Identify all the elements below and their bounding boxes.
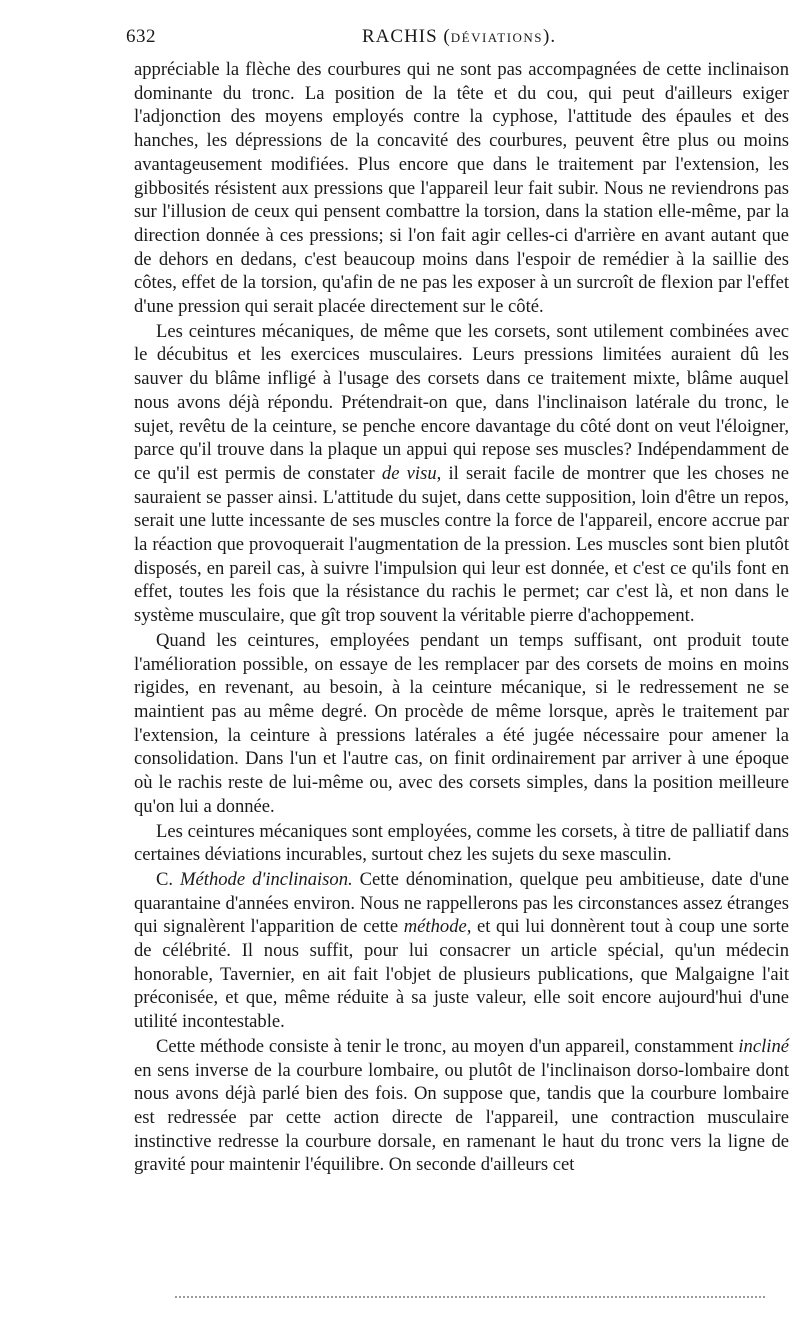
body-text xyxy=(134,58,789,1177)
footer-dotted-rule xyxy=(175,1296,765,1298)
paragraph-1-text: appréciable la flèche des courbures qui ne sont pas accompagnées de cette inclinaison dominante du tronc. La position de la tête et du cou, qui peut d'ailleurs exiger l'adjonction des moyens employés contre la cyphose, l'attitude des épaules et des hanches, les dépressions de la concavité des courbures, peuvent être plus ou moins avantageusement modifiées. Plus encore que dans le traitement par l'extension, les gibbosités résistent aux pressions que l'appareil leur fait subir. Nous ne reviendrons pas sur l'illusion de ceux qui pensent combattre la torsion, dans la station elle-même, par la direction donnée à ces pressions; si l'on fait agir celles-ci d'arrière en avant autant que de dehors en dedans, c'est beaucoup moins dans l'espoir de remédier à la saillie des côtes, effet de la torsion, qu'afin de ne pas les exposer à un surcroît de flexion par l'effet d'une pression qui serait placée directement sur le côté. xyxy=(134,59,789,318)
paragraph-5-text: Cette dénomination, quelque peu ambitieuse, date d'une quarantaine d'années environ. Nous ne rappellerons pas les circonstances assez étranges qui signalèrent l'apparition de cette xyxy=(134,868,789,938)
paragraph-5-text-after: et qui lui donnèrent tout à coup une sorte de célébrité. Il nous suffit, pour lui consacrer un article spécial, qu'un médecin honorable, Tavernier, en ait fait l'objet de plusieurs publications, que Malgaigne l'ait préconisée, et que, même réduite à sa juste valeur, elle soit encore aujourd'hui d'une utilité incontestable. xyxy=(134,916,790,1033)
paragraph-4-text: Les ceintures mécaniques sont employées, comme les corsets, à titre de palliatif dans certaines déviations incurables, surtout chez les sujets du sexe masculin. xyxy=(134,820,789,866)
paragraph-6-italic: incliné xyxy=(738,1035,789,1057)
page-header xyxy=(126,26,786,52)
paragraph-3 xyxy=(134,629,789,819)
running-title-main: RACHIS ( xyxy=(362,26,451,47)
paragraph-6-text: Cette méthode consiste à tenir le tronc, au moyen d'un appareil, constamment xyxy=(156,1035,734,1057)
paragraph-3-text: Quand les ceintures, employées pendant un temps suffisant, ont produit toute l'amélioration possible, on essaye de les remplacer par des corsets de moins en moins rigides, en revenant, au besoin, à la ceinture mécanique, si le redressement ne se maintient pas au même degré. On procède de même lorsque, après le traitement par l'extension, la ceinture à pressions latérales a été jugée nécessaire pour amener la consolidation. Dans l'un et l'autre cas, on finit ordinairement par arriver à une époque où le rachis reste de lui-même ou, avec des corsets simples, dans la position meilleure qu'on lui a donnée. xyxy=(134,629,789,817)
section-heading: Méthode d'inclinaison. xyxy=(180,868,353,890)
page-number: 632 xyxy=(126,26,156,47)
paragraph-4 xyxy=(134,820,789,867)
section-letter: C. xyxy=(156,868,174,890)
paragraph-2-text-after: , il serait facile de montrer que les choses ne sauraient se passer ainsi. L'attitude du sujet, dans cette supposition, loin d'être un repos, serait une lutte incessante de ses muscles contre la force de l'appareil, encore accrue par la réaction que provoquerait l'augmentation de la pression. Les muscles sont bien plutôt disposés, en pareil cas, à suivre l'impulsion qui leur est donnée, et c'est ce qu'ils font en effet, toutes les fois que la résistance du rachis le permet; car c'est là, et non dans le système musculaire, que gît trop souvent la véritable pierre d'achoppement. xyxy=(134,462,789,627)
paragraph-6-text-after: en sens inverse de la courbure lombaire, ou plutôt de l'inclinaison dorso-lombaire dont nous avons déjà parlé bien des fois. On suppose que, tandis que la courbure lombaire est redressée par cette action directe de l'appareil, une contraction musculaire instinctive redresse la courbure dorsale, en ramenant le haut du tronc vers la ligne de gravité pour maintenir l'équilibre. On seconde d'ailleurs cet xyxy=(134,1059,789,1176)
paragraph-5-italic: méthode, xyxy=(403,916,472,938)
paragraph-2 xyxy=(134,320,789,628)
running-title xyxy=(362,26,556,48)
running-title-end: ). xyxy=(543,26,557,47)
paragraph-2-text: Les ceintures mécaniques, de même que les corsets, sont utilement combinées avec le décubitus et les exercices musculaires. Leurs pressions limitées auraient dû les sauver du blâme infligé à l'usage des corsets dans ce traitement mixte, blâme auquel nous avons déjà répondu. Prétendrait-on que, dans l'inclinaison latérale du tronc, le sujet, revêtu de la ceinture, se penche encore davantage du côté dont on veut l'éloigner, parce qu'il trouve dans la plaque un appui qui repose ses muscles? Indépendamment de ce qu'il est permis de constater xyxy=(134,320,789,484)
paragraph-1 xyxy=(134,58,789,319)
running-title-sub: DÉVIATIONS xyxy=(450,30,544,45)
paragraph-5 xyxy=(134,868,789,1034)
paragraph-2-italic: de visu xyxy=(381,462,437,484)
paragraph-6 xyxy=(134,1035,789,1177)
